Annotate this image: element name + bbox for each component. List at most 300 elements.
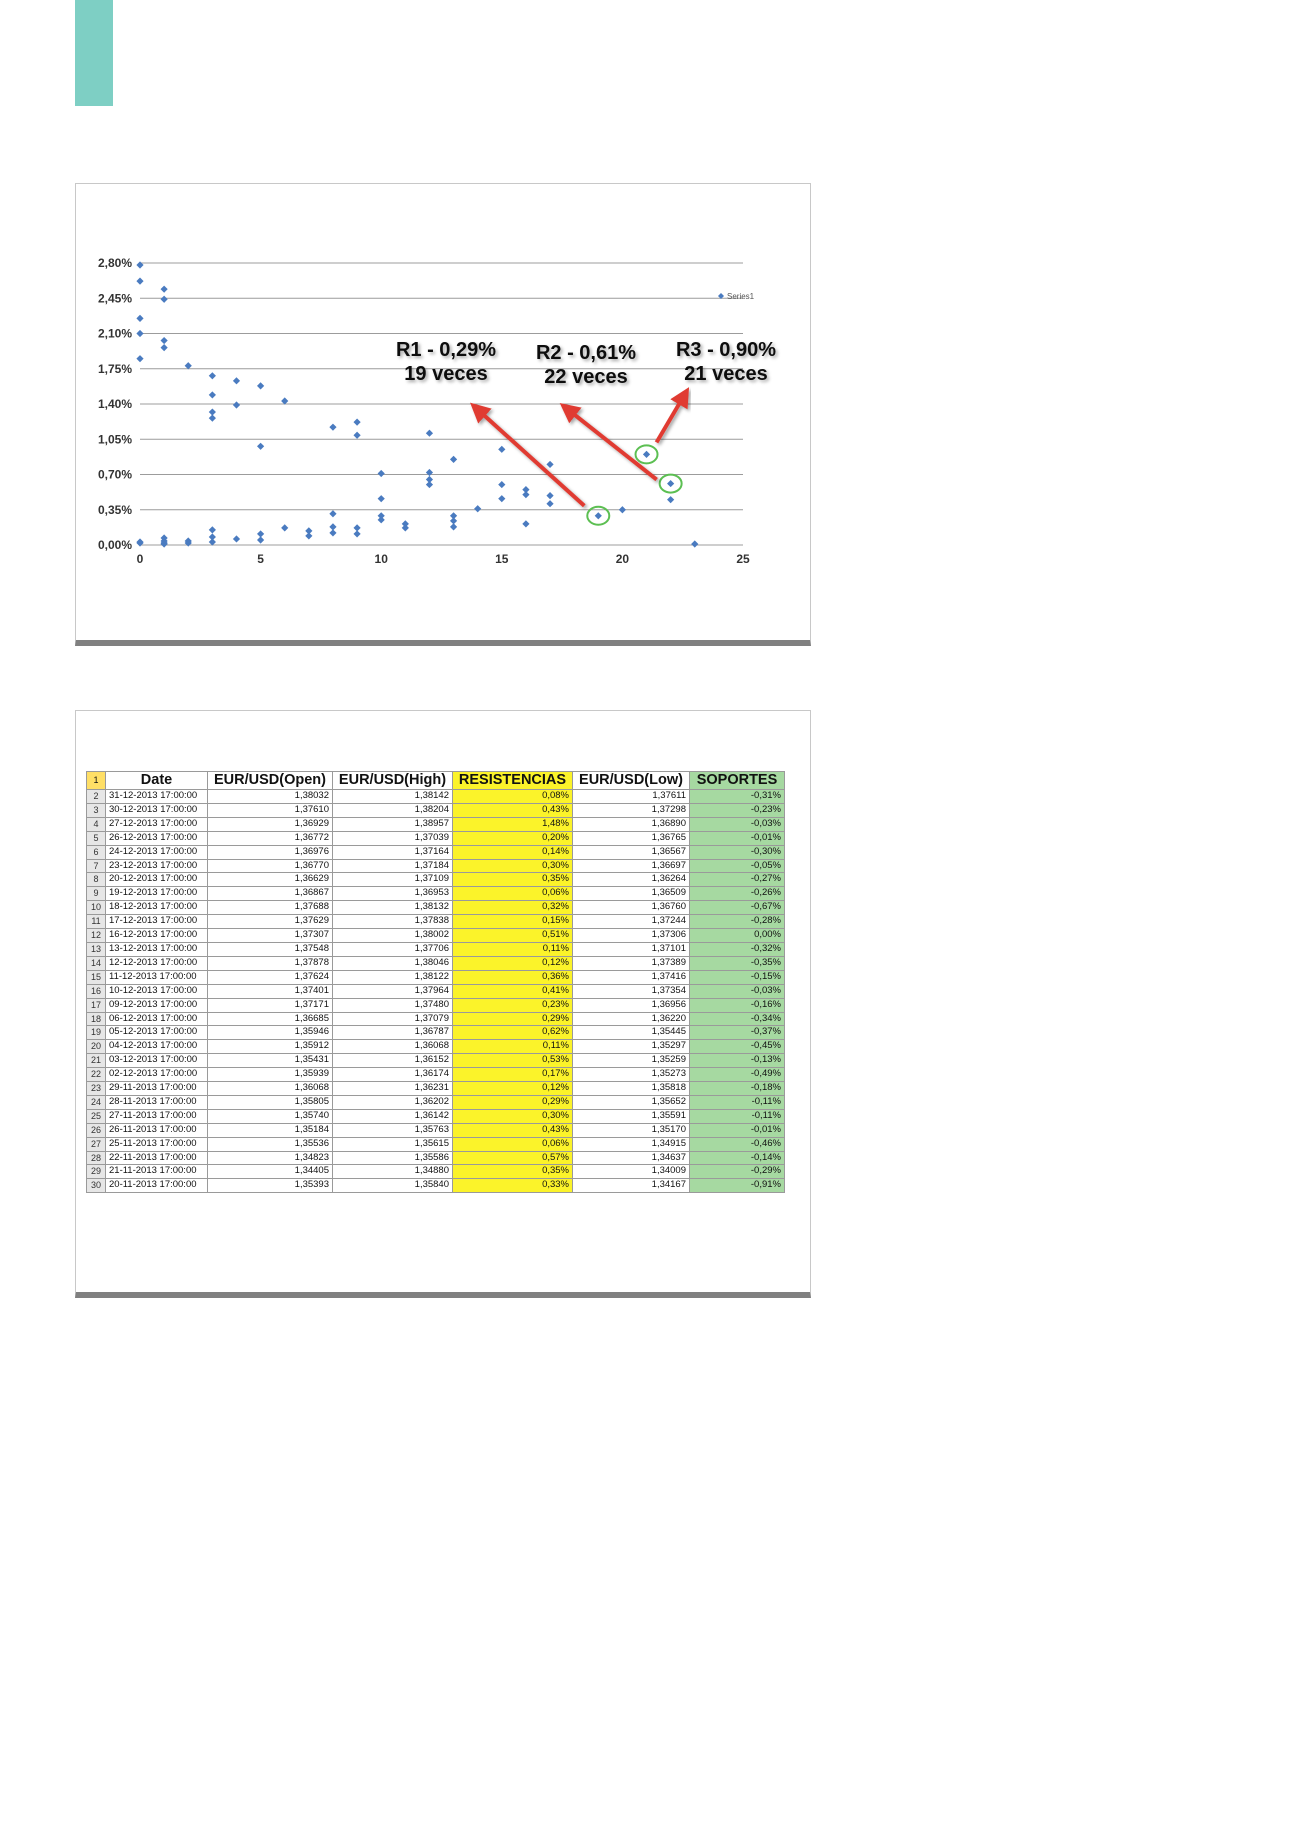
table-row <box>87 1123 785 1137</box>
cell-resistencias: 0,20% <box>453 831 573 845</box>
row-number: 28 <box>87 1151 106 1165</box>
cell-date: 25-11-2013 17:00:00 <box>106 1137 208 1151</box>
y-tick-label: 2,45% <box>97 291 132 306</box>
data-point <box>643 451 650 458</box>
cell-high: 1,37184 <box>333 859 453 873</box>
cell-soportes: -0,34% <box>690 1012 785 1026</box>
data-point <box>402 524 409 531</box>
data-point <box>209 391 216 398</box>
cell-resistencias: 0,43% <box>453 803 573 817</box>
cell-low: 1,34637 <box>573 1151 690 1165</box>
cell-resistencias: 0,43% <box>453 1123 573 1137</box>
data-point <box>498 446 505 453</box>
table-row <box>87 998 785 1012</box>
cell-open: 1,36629 <box>208 873 333 887</box>
cell-low: 1,37298 <box>573 803 690 817</box>
header-low: EUR/USD(Low) <box>573 772 690 790</box>
table-row <box>87 1068 785 1082</box>
data-point <box>498 481 505 488</box>
header-open: EUR/USD(Open) <box>208 772 333 790</box>
cell-soportes: -0,35% <box>690 956 785 970</box>
cell-soportes: -0,11% <box>690 1095 785 1109</box>
table-row <box>87 1095 785 1109</box>
data-point <box>233 377 240 384</box>
cell-high: 1,37480 <box>333 998 453 1012</box>
y-tick-label: 1,40% <box>97 397 132 411</box>
cell-high: 1,37706 <box>333 942 453 956</box>
cell-resistencias: 0,33% <box>453 1179 573 1193</box>
row-number: 23 <box>87 1082 106 1096</box>
spreadsheet-panel <box>75 710 811 1298</box>
cell-high: 1,36142 <box>333 1109 453 1123</box>
cell-high: 1,34880 <box>333 1165 453 1179</box>
cell-high: 1,37079 <box>333 1012 453 1026</box>
table-row <box>87 956 785 970</box>
cell-soportes: -0,18% <box>690 1082 785 1096</box>
cell-high: 1,38204 <box>333 803 453 817</box>
row-number: 12 <box>87 929 106 943</box>
cell-resistencias: 0,11% <box>453 1040 573 1054</box>
cell-open: 1,36772 <box>208 831 333 845</box>
cell-resistencias: 0,53% <box>453 1054 573 1068</box>
cell-low: 1,35297 <box>573 1040 690 1054</box>
row-number: 11 <box>87 915 106 929</box>
cell-soportes: -0,14% <box>690 1151 785 1165</box>
cell-soportes: -0,49% <box>690 1068 785 1082</box>
data-point <box>667 496 674 503</box>
cell-low: 1,34167 <box>573 1179 690 1193</box>
y-tick-label: 0,70% <box>97 467 132 482</box>
cell-low: 1,36760 <box>573 901 690 915</box>
cell-open: 1,36068 <box>208 1082 333 1096</box>
accent-tab <box>75 0 113 106</box>
cell-resistencias: 0,11% <box>453 942 573 956</box>
annotation-arrow <box>657 394 685 442</box>
table-row <box>87 790 785 804</box>
cell-soportes: -0,91% <box>690 1179 785 1193</box>
cell-date: 28-11-2013 17:00:00 <box>106 1095 208 1109</box>
cell-soportes: -0,15% <box>690 970 785 984</box>
cell-resistencias: 0,29% <box>453 1012 573 1026</box>
data-point <box>136 539 143 546</box>
row-number: 17 <box>87 998 106 1012</box>
cell-open: 1,37401 <box>208 984 333 998</box>
cell-date: 11-12-2013 17:00:00 <box>106 970 208 984</box>
data-point <box>522 491 529 498</box>
table-row <box>87 1165 785 1179</box>
header-soportes: SOPORTES <box>690 772 785 790</box>
cell-soportes: -0,27% <box>690 873 785 887</box>
table-row <box>87 887 785 901</box>
annotation-label: R1 - 0,29% <box>395 339 497 361</box>
cell-low: 1,36890 <box>573 817 690 831</box>
cell-resistencias: 0,35% <box>453 1165 573 1179</box>
row-number: 14 <box>87 956 106 970</box>
cell-date: 20-11-2013 17:00:00 <box>106 1179 208 1193</box>
y-tick-label: 0,00% <box>97 538 132 552</box>
x-tick-label: 15 <box>495 552 509 566</box>
cell-resistencias: 0,06% <box>453 1137 573 1151</box>
cell-high: 1,36231 <box>333 1082 453 1096</box>
data-point <box>136 355 143 362</box>
cell-soportes: -0,03% <box>690 817 785 831</box>
data-point <box>353 419 360 426</box>
cell-high: 1,35586 <box>333 1151 453 1165</box>
cell-open: 1,37629 <box>208 915 333 929</box>
header-high: EUR/USD(High) <box>333 772 453 790</box>
cell-open: 1,37688 <box>208 901 333 915</box>
data-point <box>426 430 433 437</box>
row-number: 29 <box>87 1165 106 1179</box>
row-number: 6 <box>87 845 106 859</box>
cell-high: 1,37964 <box>333 984 453 998</box>
cell-soportes: -0,67% <box>690 901 785 915</box>
cell-open: 1,38032 <box>208 790 333 804</box>
table-row <box>87 831 785 845</box>
data-point <box>474 505 481 512</box>
cell-soportes: -0,45% <box>690 1040 785 1054</box>
cell-low: 1,37354 <box>573 984 690 998</box>
cell-open: 1,37610 <box>208 803 333 817</box>
cell-low: 1,37389 <box>573 956 690 970</box>
cell-open: 1,37548 <box>208 942 333 956</box>
cell-date: 22-11-2013 17:00:00 <box>106 1151 208 1165</box>
row-number: 7 <box>87 859 106 873</box>
table-row <box>87 1137 785 1151</box>
row-number: 2 <box>87 790 106 804</box>
row-number: 26 <box>87 1123 106 1137</box>
data-point <box>281 397 288 404</box>
row-number: 18 <box>87 1012 106 1026</box>
cell-low: 1,37416 <box>573 970 690 984</box>
data-point <box>136 261 143 268</box>
row-number: 20 <box>87 1040 106 1054</box>
cell-open: 1,35431 <box>208 1054 333 1068</box>
cell-date: 02-12-2013 17:00:00 <box>106 1068 208 1082</box>
y-tick-label: 2,10% <box>97 326 132 341</box>
cell-high: 1,38002 <box>333 929 453 943</box>
cell-date: 16-12-2013 17:00:00 <box>106 929 208 943</box>
table-row <box>87 1040 785 1054</box>
cell-soportes: -0,46% <box>690 1137 785 1151</box>
cell-high: 1,35840 <box>333 1179 453 1193</box>
cell-high: 1,35763 <box>333 1123 453 1137</box>
cell-high: 1,36152 <box>333 1054 453 1068</box>
cell-soportes: -0,13% <box>690 1054 785 1068</box>
data-point <box>546 492 553 499</box>
data-point <box>257 443 264 450</box>
data-point <box>522 520 529 527</box>
data-point <box>185 362 192 369</box>
cell-open: 1,35946 <box>208 1026 333 1040</box>
cell-resistencias: 0,12% <box>453 956 573 970</box>
cell-resistencias: 0,32% <box>453 901 573 915</box>
data-point <box>353 432 360 439</box>
data-point <box>329 510 336 517</box>
data-point <box>595 512 602 519</box>
cell-date: 26-11-2013 17:00:00 <box>106 1123 208 1137</box>
cell-low: 1,36956 <box>573 998 690 1012</box>
table-row <box>87 817 785 831</box>
cell-open: 1,35939 <box>208 1068 333 1082</box>
data-point <box>136 315 143 322</box>
data-point <box>161 296 168 303</box>
cell-low: 1,36697 <box>573 859 690 873</box>
cell-resistencias: 0,29% <box>453 1095 573 1109</box>
row-number: 4 <box>87 817 106 831</box>
cell-low: 1,36509 <box>573 887 690 901</box>
data-point <box>378 495 385 502</box>
y-tick-label: 0,35% <box>97 502 132 517</box>
data-point <box>378 516 385 523</box>
cell-date: 26-12-2013 17:00:00 <box>106 831 208 845</box>
cell-date: 24-12-2013 17:00:00 <box>106 845 208 859</box>
scatter-chart <box>76 184 810 641</box>
cell-date: 05-12-2013 17:00:00 <box>106 1026 208 1040</box>
cell-open: 1,36770 <box>208 859 333 873</box>
cell-resistencias: 0,30% <box>453 1109 573 1123</box>
table-row <box>87 1026 785 1040</box>
cell-high: 1,35615 <box>333 1137 453 1151</box>
x-tick-label: 0 <box>136 552 144 566</box>
cell-date: 13-12-2013 17:00:00 <box>106 942 208 956</box>
row-number: 25 <box>87 1109 106 1123</box>
table-row <box>87 970 785 984</box>
cell-open: 1,36685 <box>208 1012 333 1026</box>
table-row <box>87 1054 785 1068</box>
table-row <box>87 1012 785 1026</box>
cell-open: 1,37307 <box>208 929 333 943</box>
data-point <box>691 540 698 547</box>
cell-date: 27-11-2013 17:00:00 <box>106 1109 208 1123</box>
row-number: 27 <box>87 1137 106 1151</box>
cell-soportes: -0,01% <box>690 831 785 845</box>
cell-resistencias: 0,15% <box>453 915 573 929</box>
cell-soportes: 0,00% <box>690 929 785 943</box>
corner-cell: 1 <box>87 772 106 790</box>
row-number: 19 <box>87 1026 106 1040</box>
cell-soportes: -0,11% <box>690 1109 785 1123</box>
cell-high: 1,37109 <box>333 873 453 887</box>
data-point <box>161 344 168 351</box>
cell-low: 1,35259 <box>573 1054 690 1068</box>
cell-date: 23-12-2013 17:00:00 <box>106 859 208 873</box>
data-point <box>257 536 264 543</box>
data-point <box>257 382 264 389</box>
annotation-arrow <box>476 408 584 506</box>
data-point <box>450 456 457 463</box>
cell-open: 1,34405 <box>208 1165 333 1179</box>
annotation-arrow <box>566 408 657 480</box>
row-number: 8 <box>87 873 106 887</box>
cell-high: 1,36202 <box>333 1095 453 1109</box>
cell-low: 1,35273 <box>573 1068 690 1082</box>
table-row <box>87 942 785 956</box>
row-number: 30 <box>87 1179 106 1193</box>
data-point <box>498 495 505 502</box>
cell-soportes: -0,37% <box>690 1026 785 1040</box>
row-number: 9 <box>87 887 106 901</box>
data-point <box>450 523 457 530</box>
annotation-count: 21 veces <box>684 363 768 385</box>
y-tick-label: 1,05% <box>97 432 132 447</box>
data-point <box>378 470 385 477</box>
cell-low: 1,36264 <box>573 873 690 887</box>
data-point <box>353 530 360 537</box>
data-point <box>209 538 216 545</box>
cell-low: 1,35170 <box>573 1123 690 1137</box>
data-point <box>329 529 336 536</box>
cell-high: 1,38046 <box>333 956 453 970</box>
table-row <box>87 984 785 998</box>
cell-open: 1,37171 <box>208 998 333 1012</box>
annotation-label: R2 - 0,61% <box>535 342 637 364</box>
cell-resistencias: 0,35% <box>453 873 573 887</box>
cell-open: 1,36929 <box>208 817 333 831</box>
y-tick-label: 1,75% <box>97 361 132 376</box>
cell-soportes: -0,32% <box>690 942 785 956</box>
x-tick-label: 10 <box>374 552 388 566</box>
cell-resistencias: 0,14% <box>453 845 573 859</box>
cell-high: 1,36953 <box>333 887 453 901</box>
table-body <box>87 790 785 1193</box>
cell-open: 1,35805 <box>208 1095 333 1109</box>
table-row <box>87 915 785 929</box>
cell-resistencias: 0,30% <box>453 859 573 873</box>
table-row <box>87 873 785 887</box>
annotation-count: 19 veces <box>404 363 488 385</box>
cell-low: 1,36567 <box>573 845 690 859</box>
cell-soportes: -0,31% <box>690 790 785 804</box>
x-tick-label: 25 <box>736 552 750 566</box>
cell-open: 1,37624 <box>208 970 333 984</box>
table-row <box>87 845 785 859</box>
data-point <box>281 524 288 531</box>
cell-low: 1,34009 <box>573 1165 690 1179</box>
cell-date: 20-12-2013 17:00:00 <box>106 873 208 887</box>
cell-high: 1,36787 <box>333 1026 453 1040</box>
cell-low: 1,35818 <box>573 1082 690 1096</box>
header-resistencias: RESISTENCIAS <box>453 772 573 790</box>
cell-date: 06-12-2013 17:00:00 <box>106 1012 208 1026</box>
cell-low: 1,35652 <box>573 1095 690 1109</box>
data-point <box>161 337 168 344</box>
data-point <box>233 401 240 408</box>
cell-date: 19-12-2013 17:00:00 <box>106 887 208 901</box>
cell-soportes: -0,03% <box>690 984 785 998</box>
cell-resistencias: 0,08% <box>453 790 573 804</box>
cell-date: 29-11-2013 17:00:00 <box>106 1082 208 1096</box>
cell-low: 1,37244 <box>573 915 690 929</box>
cell-resistencias: 0,23% <box>453 998 573 1012</box>
cell-high: 1,37164 <box>333 845 453 859</box>
cell-date: 09-12-2013 17:00:00 <box>106 998 208 1012</box>
row-number: 3 <box>87 803 106 817</box>
cell-high: 1,38122 <box>333 970 453 984</box>
cell-date: 30-12-2013 17:00:00 <box>106 803 208 817</box>
cell-low: 1,37101 <box>573 942 690 956</box>
cell-date: 10-12-2013 17:00:00 <box>106 984 208 998</box>
cell-open: 1,35740 <box>208 1109 333 1123</box>
spreadsheet-table <box>86 771 785 1193</box>
cell-resistencias: 0,17% <box>453 1068 573 1082</box>
cell-resistencias: 0,51% <box>453 929 573 943</box>
cell-high: 1,36174 <box>333 1068 453 1082</box>
header-row <box>87 772 785 790</box>
cell-low: 1,36765 <box>573 831 690 845</box>
cell-resistencias: 1,48% <box>453 817 573 831</box>
cell-open: 1,35393 <box>208 1179 333 1193</box>
data-point <box>426 481 433 488</box>
cell-resistencias: 0,57% <box>453 1151 573 1165</box>
cell-low: 1,37611 <box>573 790 690 804</box>
cell-high: 1,36068 <box>333 1040 453 1054</box>
row-number: 16 <box>87 984 106 998</box>
data-point <box>209 415 216 422</box>
cell-low: 1,37306 <box>573 929 690 943</box>
cell-soportes: -0,30% <box>690 845 785 859</box>
cell-soportes: -0,29% <box>690 1165 785 1179</box>
legend-label: Series1 <box>727 292 755 301</box>
table-row <box>87 859 785 873</box>
data-point <box>667 480 674 487</box>
data-point <box>209 372 216 379</box>
cell-open: 1,36976 <box>208 845 333 859</box>
data-point <box>136 330 143 337</box>
data-point <box>546 461 553 468</box>
cell-soportes: -0,28% <box>690 915 785 929</box>
row-number: 15 <box>87 970 106 984</box>
data-point <box>233 535 240 542</box>
cell-high: 1,37838 <box>333 915 453 929</box>
cell-low: 1,34915 <box>573 1137 690 1151</box>
table-row <box>87 901 785 915</box>
table-row <box>87 1082 785 1096</box>
x-tick-label: 5 <box>257 552 264 566</box>
cell-high: 1,37039 <box>333 831 453 845</box>
cell-low: 1,36220 <box>573 1012 690 1026</box>
table-row <box>87 1179 785 1193</box>
header-date: Date <box>106 772 208 790</box>
cell-date: 17-12-2013 17:00:00 <box>106 915 208 929</box>
row-number: 10 <box>87 901 106 915</box>
cell-soportes: -0,01% <box>690 1123 785 1137</box>
data-point <box>136 278 143 285</box>
table-row <box>87 803 785 817</box>
cell-open: 1,37878 <box>208 956 333 970</box>
data-point <box>426 469 433 476</box>
cell-date: 12-12-2013 17:00:00 <box>106 956 208 970</box>
cell-date: 21-11-2013 17:00:00 <box>106 1165 208 1179</box>
cell-open: 1,35912 <box>208 1040 333 1054</box>
cell-soportes: -0,16% <box>690 998 785 1012</box>
table-row <box>87 929 785 943</box>
row-number: 22 <box>87 1068 106 1082</box>
cell-date: 31-12-2013 17:00:00 <box>106 790 208 804</box>
cell-low: 1,35445 <box>573 1026 690 1040</box>
cell-resistencias: 0,41% <box>453 984 573 998</box>
x-tick-label: 20 <box>615 552 630 566</box>
y-tick-label: 2,80% <box>97 256 132 270</box>
cell-date: 03-12-2013 17:00:00 <box>106 1054 208 1068</box>
cell-open: 1,35184 <box>208 1123 333 1137</box>
cell-high: 1,38132 <box>333 901 453 915</box>
cell-date: 04-12-2013 17:00:00 <box>106 1040 208 1054</box>
row-number: 5 <box>87 831 106 845</box>
row-number: 13 <box>87 942 106 956</box>
cell-soportes: -0,26% <box>690 887 785 901</box>
data-point <box>546 500 553 507</box>
